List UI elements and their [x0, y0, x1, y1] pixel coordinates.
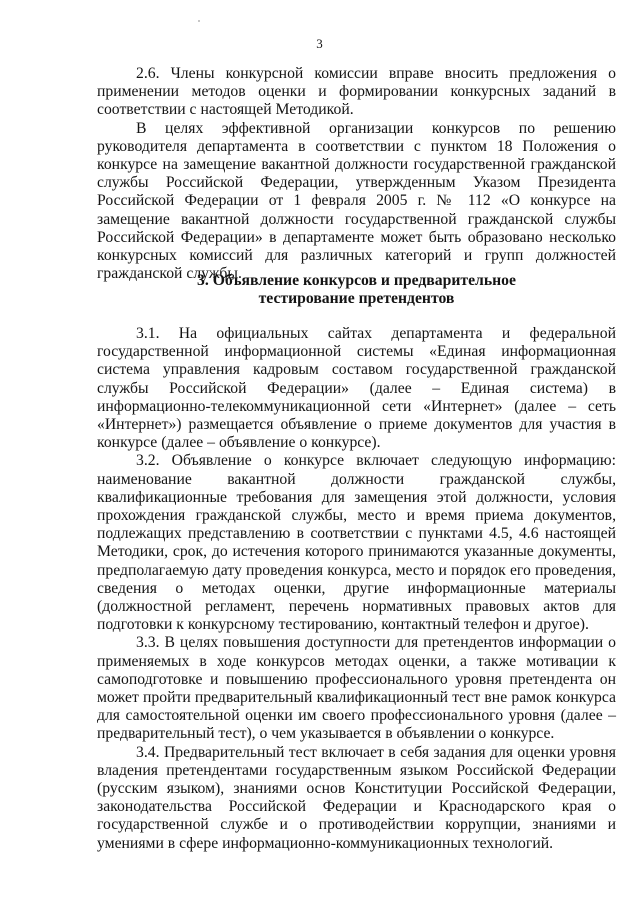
paragraph-3-2: 3.2. Объявление о конкурсе включает следующую информацию: наименование вакантной должности гражданской службы, квалификационные требования для замещения этой должности, условия прохождения гражданской службы, место и время приема документов, подлежащих представлению в соответствии с пунктами 4.5, 4.6 настоящей Методики, срок, до истечения которого принимаются указанные документы, предполагаемую дату проведения конкурса, место и порядок его проведения, сведения о методах оценки, другие информационные материалы (должностной регламент, перечень нормативных правовых актов для подготовки к конкурсному тестированию, контактный телефон и другое).: [97, 452, 616, 634]
paragraph-3-3: 3.3. В целях повышения доступности для претендентов информации о применяемых в ходе конкурсов методах оценки, а также мотивации к самоподготовке и повышению профессионального уровня претендента он может пройти предварительный квалификационный тест вне рамок конкурса для самостоятельной оценки им своего профессионального уровня (далее – предварительный тест), о чем указывается в объявлении о конкурсе.: [97, 634, 616, 743]
section-3-body: [97, 325, 616, 853]
scan-speck: [198, 20, 200, 22]
section-3-heading-line-2: тестирование претендентов: [258, 290, 455, 308]
section-3-heading: [97, 272, 616, 309]
paragraph-commissions: В целях эффективной организации конкурсов по решению руководителя департамента в соответствии с пунктом 18 Положения о конкурсе на замещение вакантной должности государственной гражданской службы Российской Федерации, утвержденным Указом Президента Российской Федерации от 1 февраля 2005 г. № 112 «О конкурсе на замещение вакантной должности государственной гражданской службы Российской Федерации» в департаменте может быть образовано несколько конкурсных комиссий для различных категорий и групп должностей гражданской службы.: [97, 119, 616, 283]
paragraph-2-6: 2.6. Члены конкурсной комиссии вправе вносить предложения о применении методов оценки и формировании конкурсных заданий в соответствии с настоящей Методикой.: [97, 65, 616, 119]
section-2-continuation: [97, 65, 616, 283]
paragraph-3-1: 3.1. На официальных сайтах департамента и федеральной государственной информационной системы «Единая информационная система управления кадровым составом государственной гражданской службы Российской Федерации» (далее – Единая система) в информационно-телекоммуникационной сети «Интернет» (далее – сеть «Интернет») размещается объявление о приеме документов для участия в конкурсе (далее – объявление о конкурсе).: [97, 325, 616, 452]
section-3-heading-line-1: 3. Объявление конкурсов и предварительное: [197, 272, 516, 289]
paragraph-3-4: 3.4. Предварительный тест включает в себя задания для оценки уровня владения претендентами государственным языком Российской Федерации (русским языком), знаниями основ Конституции Российской Федерации, законодательства Российской Федерации и Краснодарского края о государственной службе и о противодействии коррупции, знаниями и умениями в сфере информационно-коммуникационных технологий.: [97, 743, 616, 852]
page-number: 3: [316, 36, 323, 51]
